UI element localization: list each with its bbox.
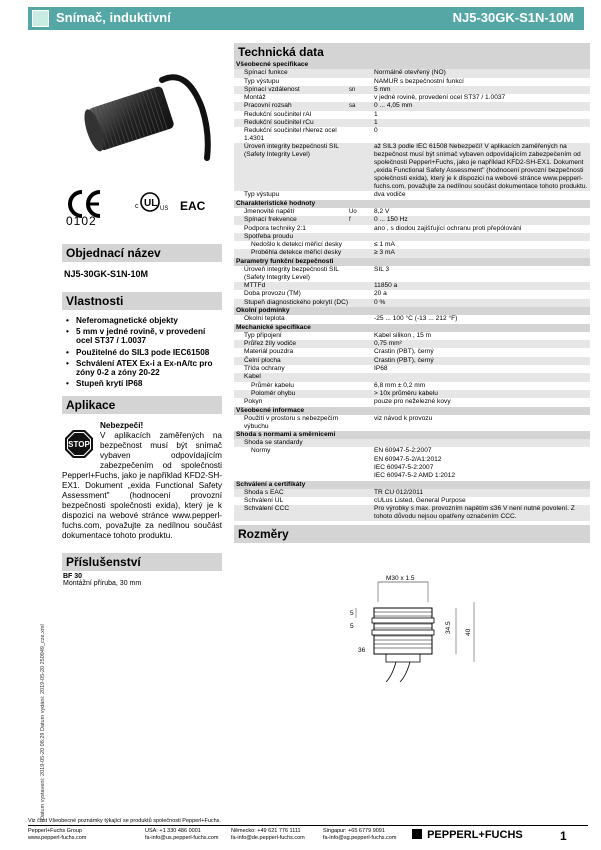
- spec-row: [234, 86, 590, 94]
- page-header: [28, 7, 584, 30]
- application-warning: Nebezpečí!: [100, 421, 144, 431]
- spec-key: Průměr kabelu: [251, 381, 294, 389]
- feature-item: • Neferomagnetické objekty: [62, 316, 222, 325]
- footer-contact-usa: [145, 828, 218, 842]
- logo-text: PEPPERL+FUCHS: [427, 829, 523, 841]
- spec-row: [234, 456, 590, 464]
- footer-de-email[interactable]: fa-info@de.pepperl-fuchs.com: [231, 835, 305, 841]
- spec-key: Spínací vzdálenost: [244, 85, 300, 93]
- spec-symbol: f: [349, 217, 351, 224]
- spec-group-header: Okolní podmínky: [234, 307, 590, 315]
- spec-group-header: Všeobecné informace: [234, 407, 590, 415]
- spec-row: [234, 266, 590, 282]
- spec-symbol: [349, 447, 374, 455]
- spec-key: [234, 472, 349, 480]
- spec-symbol: [349, 382, 374, 390]
- spec-row: [234, 127, 590, 143]
- dimensions-heading: Rozměry: [234, 525, 590, 543]
- footer-company: Pepperl+Fuchs Group: [28, 828, 82, 834]
- feature-item: • Použitelné do SIL3 pode IEC61508: [62, 348, 222, 357]
- order-heading: Objednací název: [62, 244, 222, 262]
- spec-group-header: Parametry funkční bezpečnosti: [234, 258, 590, 266]
- spec-symbol: [349, 266, 374, 282]
- spec-value: 6,8 mm ± 0,2 mm: [374, 381, 426, 389]
- spec-row: [234, 119, 590, 127]
- spec-symbol: [349, 299, 374, 307]
- spec-row: [234, 357, 590, 365]
- footer-website-link[interactable]: www.pepperl-fuchs.com: [28, 835, 87, 841]
- spec-value: viz návod k provozu: [374, 414, 433, 422]
- ce-mark-icon: [62, 180, 222, 240]
- spec-symbol: sn: [349, 86, 356, 93]
- application-heading: Aplikace: [62, 396, 222, 414]
- dim-34-5-label: 34.5: [445, 621, 452, 634]
- spec-row: [234, 249, 590, 257]
- spec-row: [234, 398, 590, 406]
- spec-row: [234, 464, 590, 472]
- spec-key: Typ připojení: [244, 331, 282, 339]
- spec-row: [234, 233, 590, 241]
- spec-symbol: [349, 439, 374, 447]
- dimension-drawing: [346, 572, 506, 682]
- spec-key: Doba provozu (TM): [244, 290, 301, 298]
- spec-symbol: [349, 489, 374, 497]
- spec-key: Třída ochrany: [244, 365, 285, 373]
- spec-symbol: [349, 290, 374, 298]
- spec-row: [234, 111, 590, 119]
- spec-value: 20 a: [374, 290, 387, 298]
- spec-row: [234, 447, 590, 455]
- footer-divider: [28, 825, 588, 826]
- spec-key: Montáž: [244, 94, 266, 102]
- spec-row: [234, 94, 590, 102]
- dim-5b-label: 5: [350, 623, 354, 630]
- spec-row: [234, 69, 590, 77]
- spec-symbol: [349, 69, 374, 77]
- spec-row: [234, 282, 590, 290]
- spec-value: EN 60947-5-2:2007: [374, 447, 432, 455]
- spec-value: cULus Listed, General Purpose: [374, 497, 466, 505]
- order-name: NJ5-30GK-S1N-10M: [64, 269, 149, 279]
- spec-group-header: Všeobecné specifikace: [234, 61, 590, 69]
- spec-value: ≤ 1 mA: [374, 241, 395, 249]
- spec-row: [234, 415, 590, 431]
- spec-row: [234, 315, 590, 323]
- spec-value: 0 ... 150 Hz: [374, 216, 408, 224]
- product-model-title: NJ5-30GK-S1N-10M: [452, 10, 574, 25]
- features-heading: Vlastnosti: [62, 292, 222, 310]
- accessory-name: BF 30: [63, 573, 83, 581]
- spec-value: 0 ... 4,05 mm: [374, 102, 413, 110]
- stop-sign-icon: [64, 429, 94, 459]
- spec-symbol: [349, 464, 374, 472]
- spec-value: EN 60947-5-2/A1:2012: [374, 455, 442, 463]
- spec-symbol: [349, 390, 374, 398]
- spec-row: [234, 497, 590, 505]
- spec-key: [234, 456, 349, 464]
- accessory-description: Montážní příruba, 30 mm: [63, 580, 142, 588]
- spec-key: Podpora techniky 2:1: [244, 224, 306, 232]
- spec-value: pouze pro neželezné kovy: [374, 398, 451, 406]
- spec-value: IP68: [374, 365, 388, 373]
- spec-symbol: [349, 249, 374, 257]
- spec-key: Spínací frekvence: [244, 216, 297, 224]
- spec-row: [234, 489, 590, 497]
- spec-symbol: [349, 365, 374, 373]
- application-text-block: [62, 414, 222, 541]
- product-type-title: Snímač, induktivní: [56, 10, 171, 25]
- spec-symbol: [349, 456, 374, 464]
- spec-key: Schválení UL: [244, 497, 284, 505]
- spec-symbol: [349, 282, 374, 290]
- feature-item: • 5 mm v jedné rovině, v provedení ocel ST37 / 1.0037: [62, 327, 222, 345]
- spec-value: -25 ... 100 °C (-13 ... 212 °F): [374, 315, 458, 323]
- spec-row: [234, 365, 590, 373]
- spec-symbol: [349, 332, 374, 340]
- footer-usa-phone: USA: +1 330 486 0001: [145, 828, 201, 834]
- spec-symbol: [349, 415, 374, 431]
- spec-symbol: [349, 241, 374, 249]
- spec-group-header: Charakteristické hodnoty: [234, 200, 590, 208]
- spec-value: TR CU 012/2011: [374, 488, 423, 496]
- cert-number: 0102: [66, 214, 97, 228]
- spec-value: 1: [374, 110, 378, 118]
- dim-5a-label: 5: [350, 610, 354, 617]
- spec-key: [234, 464, 349, 472]
- spec-symbol: sa: [349, 103, 356, 110]
- spec-key: Pracovní rozsah: [244, 102, 292, 110]
- spec-value: Crastin (PBT), černý: [374, 356, 434, 364]
- spec-key: Úroveň integrity bezpečnosti SIL (Safety Integrity Level): [244, 143, 339, 159]
- technical-data-table: [234, 61, 590, 521]
- spec-key: Pokyn: [244, 398, 263, 406]
- svg-text:US: US: [160, 206, 169, 212]
- spec-value: 1: [374, 119, 378, 127]
- footer-sg-phone: Singapur: +65 6779 9091: [323, 828, 385, 834]
- spec-key: Poloměr ohybu: [251, 389, 296, 397]
- release-date-vertical: Datum vystavení: 2019-05-20 08:29 Datum vydání: 2019-05-20 250949_cze.xml: [40, 624, 46, 820]
- features-list: [62, 310, 222, 396]
- svg-text:UL: UL: [144, 198, 158, 209]
- spec-row: [234, 505, 590, 521]
- spec-row: [234, 472, 590, 480]
- spec-row: [234, 332, 590, 340]
- spec-symbol: [349, 505, 374, 521]
- spec-key: Normy: [251, 447, 271, 455]
- spec-symbol: Uo: [349, 208, 357, 215]
- spec-value: dva vodiče: [374, 191, 406, 199]
- spec-key: Stupeň diagnostického pokrytí (DC): [244, 298, 349, 306]
- spec-row: [234, 299, 590, 307]
- spec-symbol: [349, 472, 374, 480]
- dim-thread-label: M30 x 1.5: [386, 575, 415, 582]
- spec-key: Použití v prostoru s nebezpečím výbuchu: [244, 414, 339, 430]
- spec-key: Materiál pouzdra: [244, 348, 294, 356]
- spec-value: Crastin (PBT), černý: [374, 348, 434, 356]
- spec-value: ≥ 3 mA: [374, 249, 395, 257]
- spec-value: až SIL3 podle IEC 61508 Nebezpečí! V aplikacích zaměřených na bezpečnost musí být snímač vybaven odpovídajícím zabezpečením od společnosti Pepperl+Fuchs, jako je například KFD2-SH-EX1. Dokument „exida Functional Safety Assessment" (hodnocení provozní bezpečnosti společnosti exida), který je k dispozici na webové stránce www.pepperl-fuchs.com, považujte za nedílnou součást dokumentace tohoto produktu.: [374, 143, 588, 191]
- spec-value: v jedné rovině, provedení ocel ST37 / 1.0037: [374, 94, 506, 102]
- spec-symbol: [349, 497, 374, 505]
- page-number: 1: [560, 829, 567, 843]
- sensor-photo-icon: [62, 38, 222, 174]
- certification-marks: [62, 174, 222, 244]
- footer-de-phone: Německo: +49 621 776 1111: [231, 828, 301, 834]
- spec-symbol: [349, 94, 374, 102]
- spec-key: Redukční součinitel rCu: [244, 119, 314, 127]
- spec-value: > 10x průměru kabelu: [374, 389, 438, 397]
- footer-note: Viz část Všeobecné poznámky týkající se produktů společnosti Pepperl+Fuchs.: [28, 818, 221, 824]
- spec-key: Redukční součinitel rNerez ocel 1.4301: [244, 127, 337, 143]
- spec-key: Kabel: [244, 373, 261, 381]
- spec-value: [374, 373, 590, 381]
- spec-key: Jmenovité napětí: [244, 207, 295, 215]
- footer-sg-email[interactable]: fa-info@sg.pepperl-fuchs.com: [323, 835, 397, 841]
- spec-key: Úroveň integrity bezpečnosti SIL (Safety Integrity Level): [244, 266, 339, 282]
- spec-symbol: [349, 340, 374, 348]
- spec-row: [234, 143, 590, 191]
- spec-row: [234, 191, 590, 199]
- header-square-icon: [32, 10, 49, 27]
- spec-key: Redukční součinitel rAl: [244, 110, 312, 118]
- spec-key: Čelní plocha: [244, 356, 281, 364]
- spec-row: [234, 241, 590, 249]
- spec-row: [234, 382, 590, 390]
- spec-key: Okolní teplota: [244, 315, 285, 323]
- spec-row: [234, 348, 590, 356]
- spec-key: Proběhla detekce měřicí desky: [251, 249, 342, 257]
- accessory-item: [62, 573, 222, 587]
- spec-value: 0,75 mm²: [374, 340, 402, 348]
- spec-row: [234, 225, 590, 233]
- spec-value: [374, 233, 590, 241]
- spec-symbol: [349, 111, 374, 119]
- application-text: V aplikacích zaměřených na bezpečnost musí být snímač vybaven odpovídajícím zabezpečením od společnosti Pepperl+Fuchs, jako je například KFD2-SH-EX1. Dokument „exida Functional Safety Assessment" (hodnocení provozní bezpečnosti společnosti exida), který je k dispozici na webové stránce www.pepperl-fuchs.com, považujte za nedílnou součást dokumentace tohoto produktu.: [62, 431, 222, 541]
- spec-group-header: Schválení a certifikáty: [234, 481, 590, 489]
- spec-key: Spínací funkce: [244, 69, 288, 77]
- spec-key: Spotřeba proudu: [244, 232, 294, 240]
- pepperl-fuchs-logo: [412, 829, 523, 841]
- spec-symbol: [349, 348, 374, 356]
- spec-key: MTTFd: [244, 282, 266, 290]
- spec-value: ano , s diodou zajišťující ochranu proti přepólování: [374, 224, 522, 232]
- spec-value: SIL 3: [374, 266, 390, 274]
- spec-row: [234, 340, 590, 348]
- spec-value: 0: [374, 127, 378, 135]
- product-photo: [62, 38, 222, 174]
- spec-value: IEC 60947-5-2:2007: [374, 463, 434, 471]
- spec-symbol: [349, 357, 374, 365]
- footer-contact-sg: [323, 828, 396, 842]
- spec-row: [234, 390, 590, 398]
- dim-40-label: 40: [465, 628, 472, 636]
- feature-item: • Stupeň krytí IP68: [62, 379, 222, 388]
- spec-symbol: [349, 191, 374, 199]
- svg-text:c: c: [135, 203, 139, 210]
- spec-symbol: [349, 225, 374, 233]
- spec-value: [374, 439, 590, 447]
- spec-key: Nedošlo k detekci měřicí desky: [251, 241, 342, 249]
- spec-symbol: [349, 143, 374, 191]
- spec-row: [234, 102, 590, 110]
- spec-group-header: Mechanické specifikace: [234, 324, 590, 332]
- spec-value: IEC 60947-5-2 AMD 1:2012: [374, 472, 456, 480]
- spec-row: [234, 373, 590, 381]
- accessories-heading: Příslušenství: [62, 553, 222, 571]
- spec-key: Typ výstupu: [244, 77, 280, 85]
- spec-row: [234, 439, 590, 447]
- spec-symbol: [349, 373, 374, 381]
- svg-text:STOP: STOP: [68, 440, 90, 450]
- spec-value: 8,2 V: [374, 207, 390, 215]
- spec-group-header: Shoda s normami a směrnicemi: [234, 431, 590, 439]
- spec-key: Shoda s EAC: [244, 488, 284, 496]
- spec-value: Pro výrobky s max. provozním napětím ≤36 V není nutné povolení. Z tohoto důvodu nejsou opatřeny označením CCC.: [374, 505, 575, 521]
- spec-symbol: [349, 315, 374, 323]
- footer-usa-email[interactable]: fa-info@us.pepperl-fuchs.com: [145, 835, 219, 841]
- dim-36-label: 36: [358, 647, 366, 654]
- spec-symbol: [349, 233, 374, 241]
- spec-key: Typ výstupu: [244, 191, 280, 199]
- spec-value: 0 %: [374, 298, 386, 306]
- svg-text:EAC: EAC: [180, 199, 206, 213]
- footer-contact-group: [28, 828, 86, 842]
- feature-item: • Schválení ATEX Ex-i a Ex-nA/tc pro zóny 0-2 a zóny 20-22: [62, 359, 222, 377]
- spec-row: [234, 290, 590, 298]
- spec-row: [234, 78, 590, 86]
- spec-key: Shoda se standardy: [244, 439, 303, 447]
- spec-key: Schválení CCC: [244, 505, 290, 513]
- spec-value: 11850 a: [374, 282, 398, 290]
- technical-data-heading: Technická data: [234, 43, 590, 61]
- spec-value: NAMUR s bezpečnostní funkcí: [374, 77, 464, 85]
- spec-key: Průřez žíly vodiče: [244, 340, 297, 348]
- left-column: [62, 38, 222, 587]
- spec-symbol: [349, 78, 374, 86]
- spec-value: Normálně otevřený (NO): [374, 69, 446, 77]
- spec-row: [234, 216, 590, 224]
- right-column: [234, 43, 590, 543]
- spec-value: Kabel silikon , 15 m: [374, 331, 432, 339]
- spec-symbol: [349, 127, 374, 143]
- spec-symbol: [349, 398, 374, 406]
- footer-contact-de: [231, 828, 305, 842]
- spec-row: [234, 208, 590, 216]
- logo-mark-icon: [412, 829, 422, 839]
- spec-value: 5 mm: [374, 85, 391, 93]
- spec-symbol: [349, 119, 374, 127]
